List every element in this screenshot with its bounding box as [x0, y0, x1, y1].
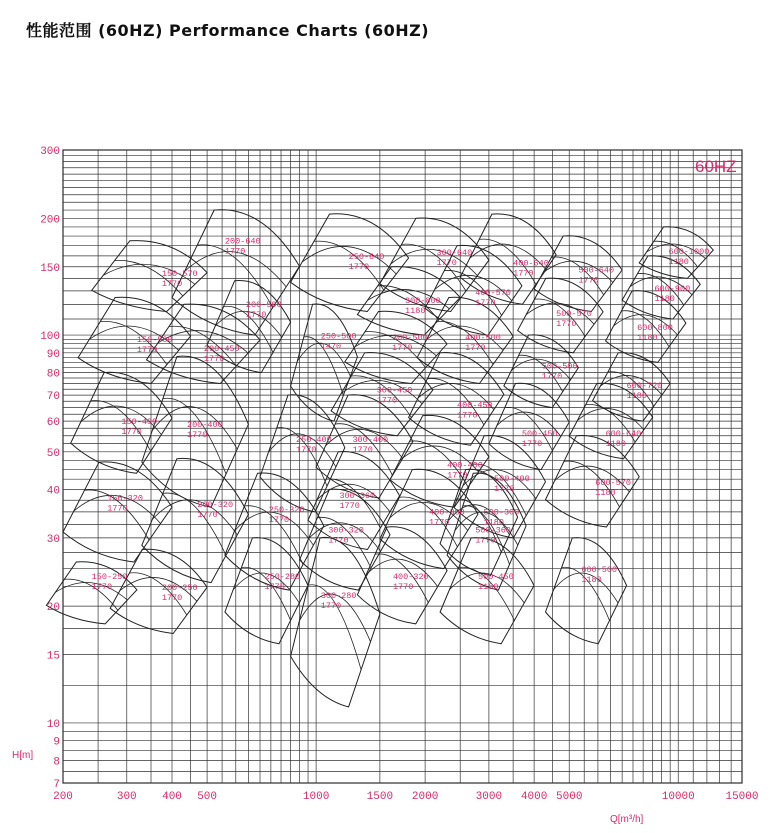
region-rpm-label: 1770	[475, 535, 496, 546]
x-axis-label: Q[m³/h]	[610, 814, 644, 825]
region-rpm-label: 1770	[161, 593, 183, 604]
region-rpm-label: 1770	[328, 535, 349, 546]
region-rpm-label: 1770	[494, 484, 515, 495]
region-model-label: 250-400	[296, 435, 332, 446]
region-model-label: 600-1000	[668, 246, 710, 257]
region-model-label: 200-500	[245, 300, 282, 311]
region-model-label: 150-400	[121, 416, 158, 427]
region-model-label: 150-320	[107, 493, 143, 504]
x-tick-label: 1500	[366, 791, 394, 803]
region-model-label: 250-280	[264, 571, 301, 582]
region-model-label: 600-570	[595, 478, 631, 489]
region-rpm-label: 1770	[339, 501, 360, 512]
region-rpm-label: 1180	[595, 488, 616, 499]
region-model-label: 200-640	[224, 236, 261, 247]
pump-region-outline	[409, 353, 504, 446]
region-model-label: 300-400	[352, 435, 389, 446]
region-rpm-label: 1770	[457, 410, 478, 421]
y-tick-label: 20	[46, 602, 60, 615]
region-rpm-label: 1470	[320, 341, 342, 352]
y-tick-label: 10	[46, 718, 60, 731]
region-rpm-label: 1770	[541, 371, 563, 382]
region-model-label: 500-450	[521, 428, 558, 439]
region-rpm-label: 1770	[578, 275, 599, 286]
region-model-label: 300-280	[320, 590, 357, 601]
region-model-label: 500-300	[483, 507, 520, 518]
y-tick-label: 8	[53, 756, 60, 769]
region-rpm-label: 1180	[668, 256, 689, 267]
region-rpm-label: 1180	[637, 333, 658, 344]
region-rpm-label: 1770	[197, 510, 218, 521]
region-model-label: 600-640	[605, 428, 642, 439]
x-tick-label: 200	[53, 791, 73, 803]
frequency-badge: 60HZ	[695, 157, 737, 176]
region-model-label: 500-570	[556, 308, 592, 319]
y-tick-label: 9	[53, 736, 60, 749]
region-rpm-label: 1770	[107, 503, 128, 514]
x-tick-label: 5000	[556, 791, 583, 803]
region-model-label: 400-640	[513, 258, 549, 269]
x-tick-label: 500	[197, 791, 218, 803]
pump-region-outline	[78, 297, 191, 383]
region-rpm-label: 1770	[352, 445, 373, 456]
y-tick-label: 200	[40, 214, 60, 227]
region-rpm-label: 1180	[581, 574, 602, 585]
page-title: 性能范围 (60HZ) Performance Charts (60HZ)	[26, 21, 430, 40]
region-model-label: 600-500	[581, 564, 618, 575]
y-tick-label: 90	[46, 348, 60, 361]
region-model-label: 600-720	[626, 381, 663, 392]
region-rpm-label: 1770	[447, 470, 468, 481]
region-rpm-label: 1770	[429, 517, 450, 528]
y-tick-label: 40	[46, 485, 60, 498]
region-rpm-label: 1180	[405, 305, 426, 316]
region-rpm-label: 1770	[296, 445, 317, 456]
region-model-label: 300-800	[405, 295, 441, 306]
region-model-label: 150-500	[136, 334, 173, 345]
region-rpm-label: 1180	[483, 517, 504, 528]
region-model-label: 400-400	[447, 460, 483, 471]
x-tick-label: 300	[116, 791, 137, 803]
region-model-label: 200-250	[161, 583, 198, 594]
region-model-label: 500-360	[475, 525, 511, 536]
region-model-label: 300-320	[328, 525, 364, 536]
region-rpm-label: 1770	[521, 438, 543, 449]
pump-region-outline	[546, 538, 627, 644]
region-model-label: 400-450	[457, 400, 493, 411]
region-rpm-label: 1770	[186, 429, 208, 440]
region-model-label: 200-400	[186, 419, 223, 430]
region-rpm-label: 1770	[203, 353, 225, 364]
region-rpm-label: 1770	[348, 262, 370, 273]
region-rpm-label: 1180	[605, 438, 626, 449]
region-model-label: 300-360	[339, 491, 376, 502]
region-model-label: 300-640	[436, 247, 473, 258]
region-model-label: 200-450	[203, 343, 240, 354]
region-model-label: 150-250	[91, 571, 128, 582]
region-rpm-label: 1770	[475, 297, 496, 308]
region-rpm-label: 1770	[376, 395, 398, 406]
region-model-label: 250-320	[268, 504, 305, 515]
y-tick-label: 300	[40, 146, 60, 158]
y-axis-label: H[m]	[12, 750, 34, 761]
region-rpm-label: 1770	[556, 318, 577, 329]
region-model-label: 600-800	[637, 323, 673, 334]
region-rpm-label: 1770	[392, 581, 414, 592]
y-tick-label: 150	[40, 262, 60, 275]
x-tick-label: 1000	[302, 791, 330, 803]
region-rpm-label: 1770	[513, 268, 534, 279]
region-rpm-label: 1770	[136, 344, 158, 355]
y-tick-label: 80	[46, 368, 60, 381]
y-tick-label: 15	[46, 650, 60, 663]
y-tick-label: 50	[46, 447, 60, 460]
x-tick-label: 4000	[520, 791, 548, 803]
region-rpm-label: 1770	[91, 581, 113, 592]
region-model-label: 400-320	[392, 571, 429, 582]
region-model-label: 500-500	[541, 361, 578, 372]
region-model-label: 400-570	[475, 287, 511, 298]
region-model-label: 500-450	[478, 571, 514, 582]
region-model-label: 250-640	[348, 252, 385, 263]
y-axis-ticks	[40, 146, 60, 791]
region-model-label: 300-450	[376, 385, 413, 396]
y-tick-label: 7	[53, 779, 60, 791]
region-rpm-label: 1770	[245, 310, 267, 321]
region-model-label: 300-500	[391, 333, 428, 344]
region-model-label: 500-640	[578, 265, 615, 276]
y-tick-label: 30	[46, 533, 60, 546]
region-model-label: 250-500	[320, 331, 357, 342]
y-tick-label: 60	[46, 417, 60, 430]
region-rpm-label: 1770	[320, 600, 342, 611]
region-model-label: 400-500	[465, 333, 501, 344]
region-rpm-label: 1180	[478, 581, 499, 592]
y-tick-label: 100	[40, 331, 60, 344]
region-rpm-label: 1770	[391, 343, 413, 354]
x-tick-label: 10000	[661, 791, 695, 803]
region-model-label: 200-320	[197, 500, 234, 511]
region-model-label: 500-400	[494, 474, 530, 485]
x-tick-label: 3000	[475, 791, 503, 803]
region-rpm-label: 1770	[264, 581, 285, 592]
pump-region-labels	[92, 237, 710, 611]
region-model-label: 400-360	[429, 507, 465, 518]
region-rpm-label: 1770	[436, 257, 457, 268]
x-tick-label: 400	[162, 791, 182, 803]
region-rpm-label: 1770	[465, 343, 486, 354]
region-rpm-label: 1180	[626, 391, 647, 402]
region-rpm-label: 1770	[268, 514, 290, 525]
x-tick-label: 2000	[411, 791, 439, 803]
x-tick-label: 15000	[725, 791, 759, 803]
x-axis-ticks	[53, 791, 758, 803]
region-rpm-label: 1770	[224, 246, 246, 257]
region-rpm-label: 1770	[161, 278, 183, 289]
region-rpm-label: 1770	[121, 426, 142, 437]
region-model-label: 600-900	[654, 283, 691, 294]
region-rpm-label: 1180	[654, 293, 675, 304]
y-tick-label: 70	[46, 391, 60, 404]
region-model-label: 150-570	[161, 268, 198, 279]
